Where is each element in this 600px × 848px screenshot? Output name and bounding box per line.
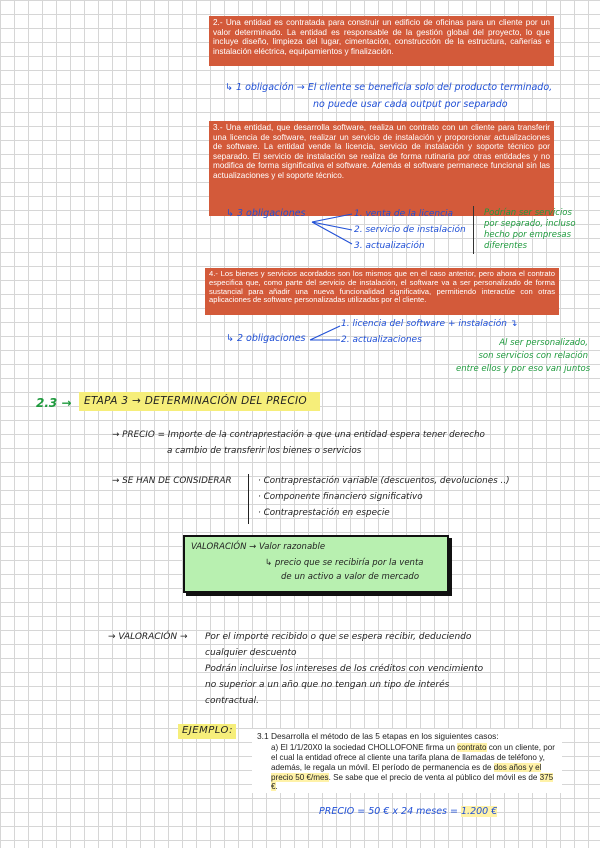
case4-item-1: 1. licencia del software + instalación ↴ (341, 319, 518, 329)
price-result: 1.200 € (461, 806, 498, 817)
valoracion-line-3: Podrán incluirse los intereses de los créditos con vencimiento (205, 664, 484, 674)
exercise-heading: 3.1 Desarrolla el método de las 5 etapas en los siguientes casos: (257, 731, 499, 741)
valoracion-box-line2: ↳ precio que se recibiría por la venta (265, 558, 424, 568)
case4-side-note: Al ser personalizado, son servicios con relación entre ellos y por eso van juntos (456, 338, 591, 375)
case2-text: 2.- Una entidad es contratada para construir un edificio de oficinas para un cliente por un valor determinado. La entidad es responsable de la gestión global del proyecto, lo que incluye diseño, limpieza del lugar, cimentación, construcción de la estructura, cañerías e instalación eléctrica, equipamientos y finalización. (213, 18, 550, 56)
case2-box (209, 16, 554, 66)
case4-obligations-label: ↳ 2 obligaciones (226, 333, 306, 344)
case3-obligations-label: ↳ 3 obligaciones (226, 208, 306, 219)
valoracion-box-line1: VALORACIÓN → Valor razonable (191, 542, 326, 552)
valoracion-line-2: cualquier descuento (205, 648, 297, 658)
case3-item-2: 2. servicio de instalación (354, 225, 466, 235)
case4-item-2: 2. actualizaciones (341, 335, 422, 345)
ejemplo-label: EJEMPLO: (182, 725, 233, 736)
section-title: ETAPA 3 → DETERMINACIÓN DEL PRECIO (84, 395, 307, 407)
case3-item-3: 3. actualización (354, 241, 425, 251)
case4-text: 4.- Los bienes y servicios acordados son los mismos que en el caso anterior, pero ahora el contrato especifica que, como parte del servicio de instalación, el software va a ser personalizado de forma sustancial para añadir una nueva funcionalidad significativa, permitiendo interactúe con otras aplicaciones de software personalizadas utilizadas por el cliente. (209, 269, 555, 305)
valoracion-line-1: Por el importe recibido o que se espera recibir, deduciendo (205, 632, 472, 642)
precio-line1: → PRECIO = Importe de la contraprestación a que una entidad espera tener derecho (112, 430, 485, 440)
case3-side-note: Podrían ser servicios por separado, incluso hecho por empresas diferentes (484, 208, 576, 252)
case4-bracket-lines (308, 320, 344, 350)
precio-line2: a cambio de transferir los bienes o servicios (167, 446, 362, 456)
highlight-permanencia: dos años y el precio 50 €/mes (271, 762, 542, 782)
valoracion-box-line3: de un activo a valor de mercado (281, 572, 420, 582)
valoracion-line-5: contractual. (205, 696, 259, 706)
highlight-precio-movil: 375 € (271, 772, 554, 792)
highlight-contrato: contrato (457, 743, 487, 752)
valoracion-label: → VALORACIÓN → (108, 632, 188, 642)
considerar-item-3: · Contraprestación en especie (258, 508, 390, 518)
considerar-item-1: · Contraprestación variable (descuentos, devoluciones ..) (258, 476, 510, 486)
price-calculation: PRECIO = 50 € x 24 meses = 1.200 € (319, 806, 498, 817)
valoracion-line-4: no superior a un año que no tengan un tipo de interés (205, 680, 450, 690)
case3-bracket-lines (310, 210, 356, 250)
case4-box (205, 268, 559, 315)
case2-note-line2: no puede usar cada output por separado (313, 99, 508, 110)
case3-box (209, 121, 554, 216)
case3-text: 3.- Una entidad, que desarrolla software, realiza un contrato con un cliente para transferir una licencia de software, realizar un servicio de instalación y proporcionar actualizaciones de software. La entidad vende la licencia, servicio de instalación y soporte técnico por separado. El servicio de instalación se realiza de forma rutinaria por otras entidades y no modifica de forma significativa el software. Además el software permanece funcional sin las actualizaciones y el soporte técnico. (213, 123, 550, 180)
section-number: 2.3 → (36, 396, 72, 410)
considerar-label: → SE HAN DE CONSIDERAR (112, 476, 232, 486)
exercise-item-a: a) El 1/1/20X0 la sociedad CHOLLOFONE firma un contrato con un cliente, por el cual la entidad ofrece al cliente una tarifa plana de llamadas de teléfono y, además, le regala un móvil. El período de permanencia es de dos años y el precio 50 €/mes. Se sabe que el precio de venta al público del móvil es de 375 €. (271, 743, 555, 792)
exercise-box (252, 729, 562, 793)
case3-item-1: 1. venta de la licencia (354, 209, 454, 219)
considerar-item-2: · Componente financiero significativo (258, 492, 423, 502)
return-arrow-icon: ↳ (225, 82, 233, 93)
considerar-brace (248, 474, 249, 524)
case3-vertical-divider (473, 206, 474, 254)
valoracion-box (183, 535, 449, 593)
case2-note-line1: ↳ 1 obligación → El cliente se beneficia solo del producto terminado, (225, 82, 553, 93)
